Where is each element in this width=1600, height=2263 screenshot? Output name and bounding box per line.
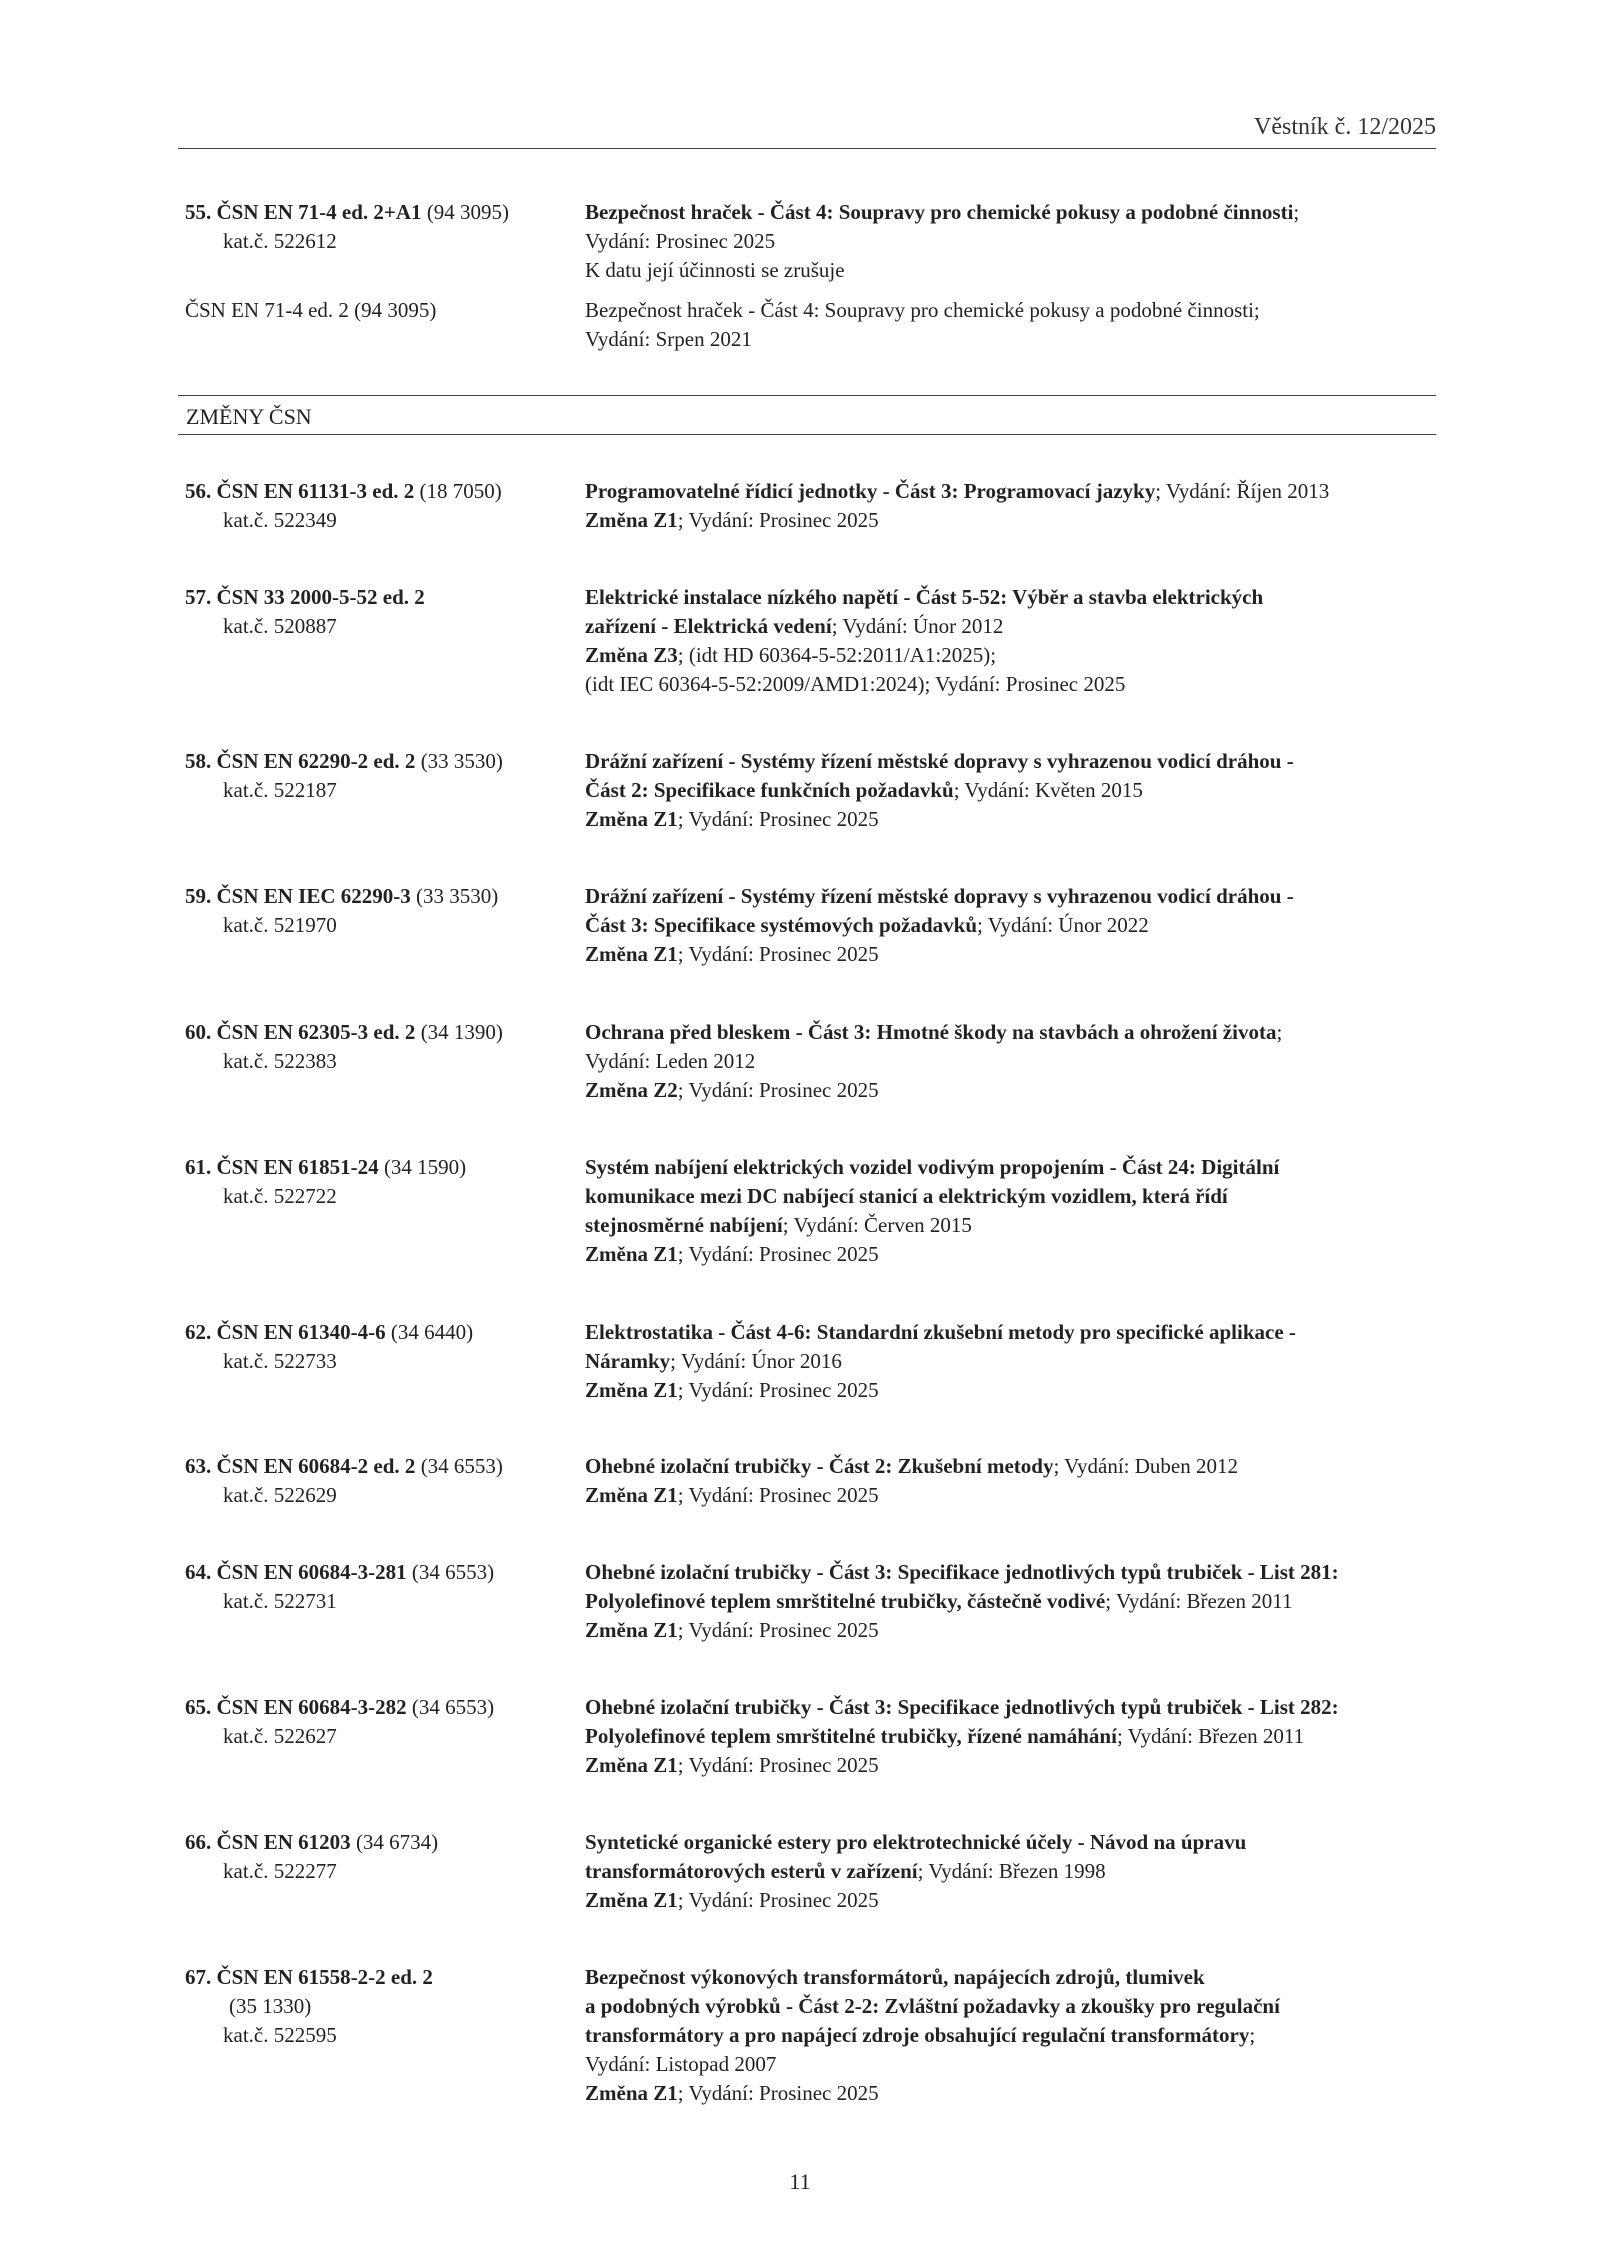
standard-title: Bezpečnost hraček - Část 4: Soupravy pro chemické pokusy a podobné činnosti bbox=[585, 200, 1294, 224]
page-number: 11 bbox=[789, 2169, 811, 2194]
page-header bbox=[178, 108, 1436, 149]
standard-code: ČSN EN 71-4 ed. 2+A1 bbox=[216, 200, 422, 224]
section-heading: ZMĚNY ČSN bbox=[178, 395, 1436, 435]
journal-title: Věstník č. 12/2025 bbox=[1254, 114, 1436, 140]
catalog-number: kat.č. 522612 bbox=[223, 229, 337, 253]
withdrawal-note: K datu její účinnosti se zrušuje bbox=[585, 258, 845, 282]
